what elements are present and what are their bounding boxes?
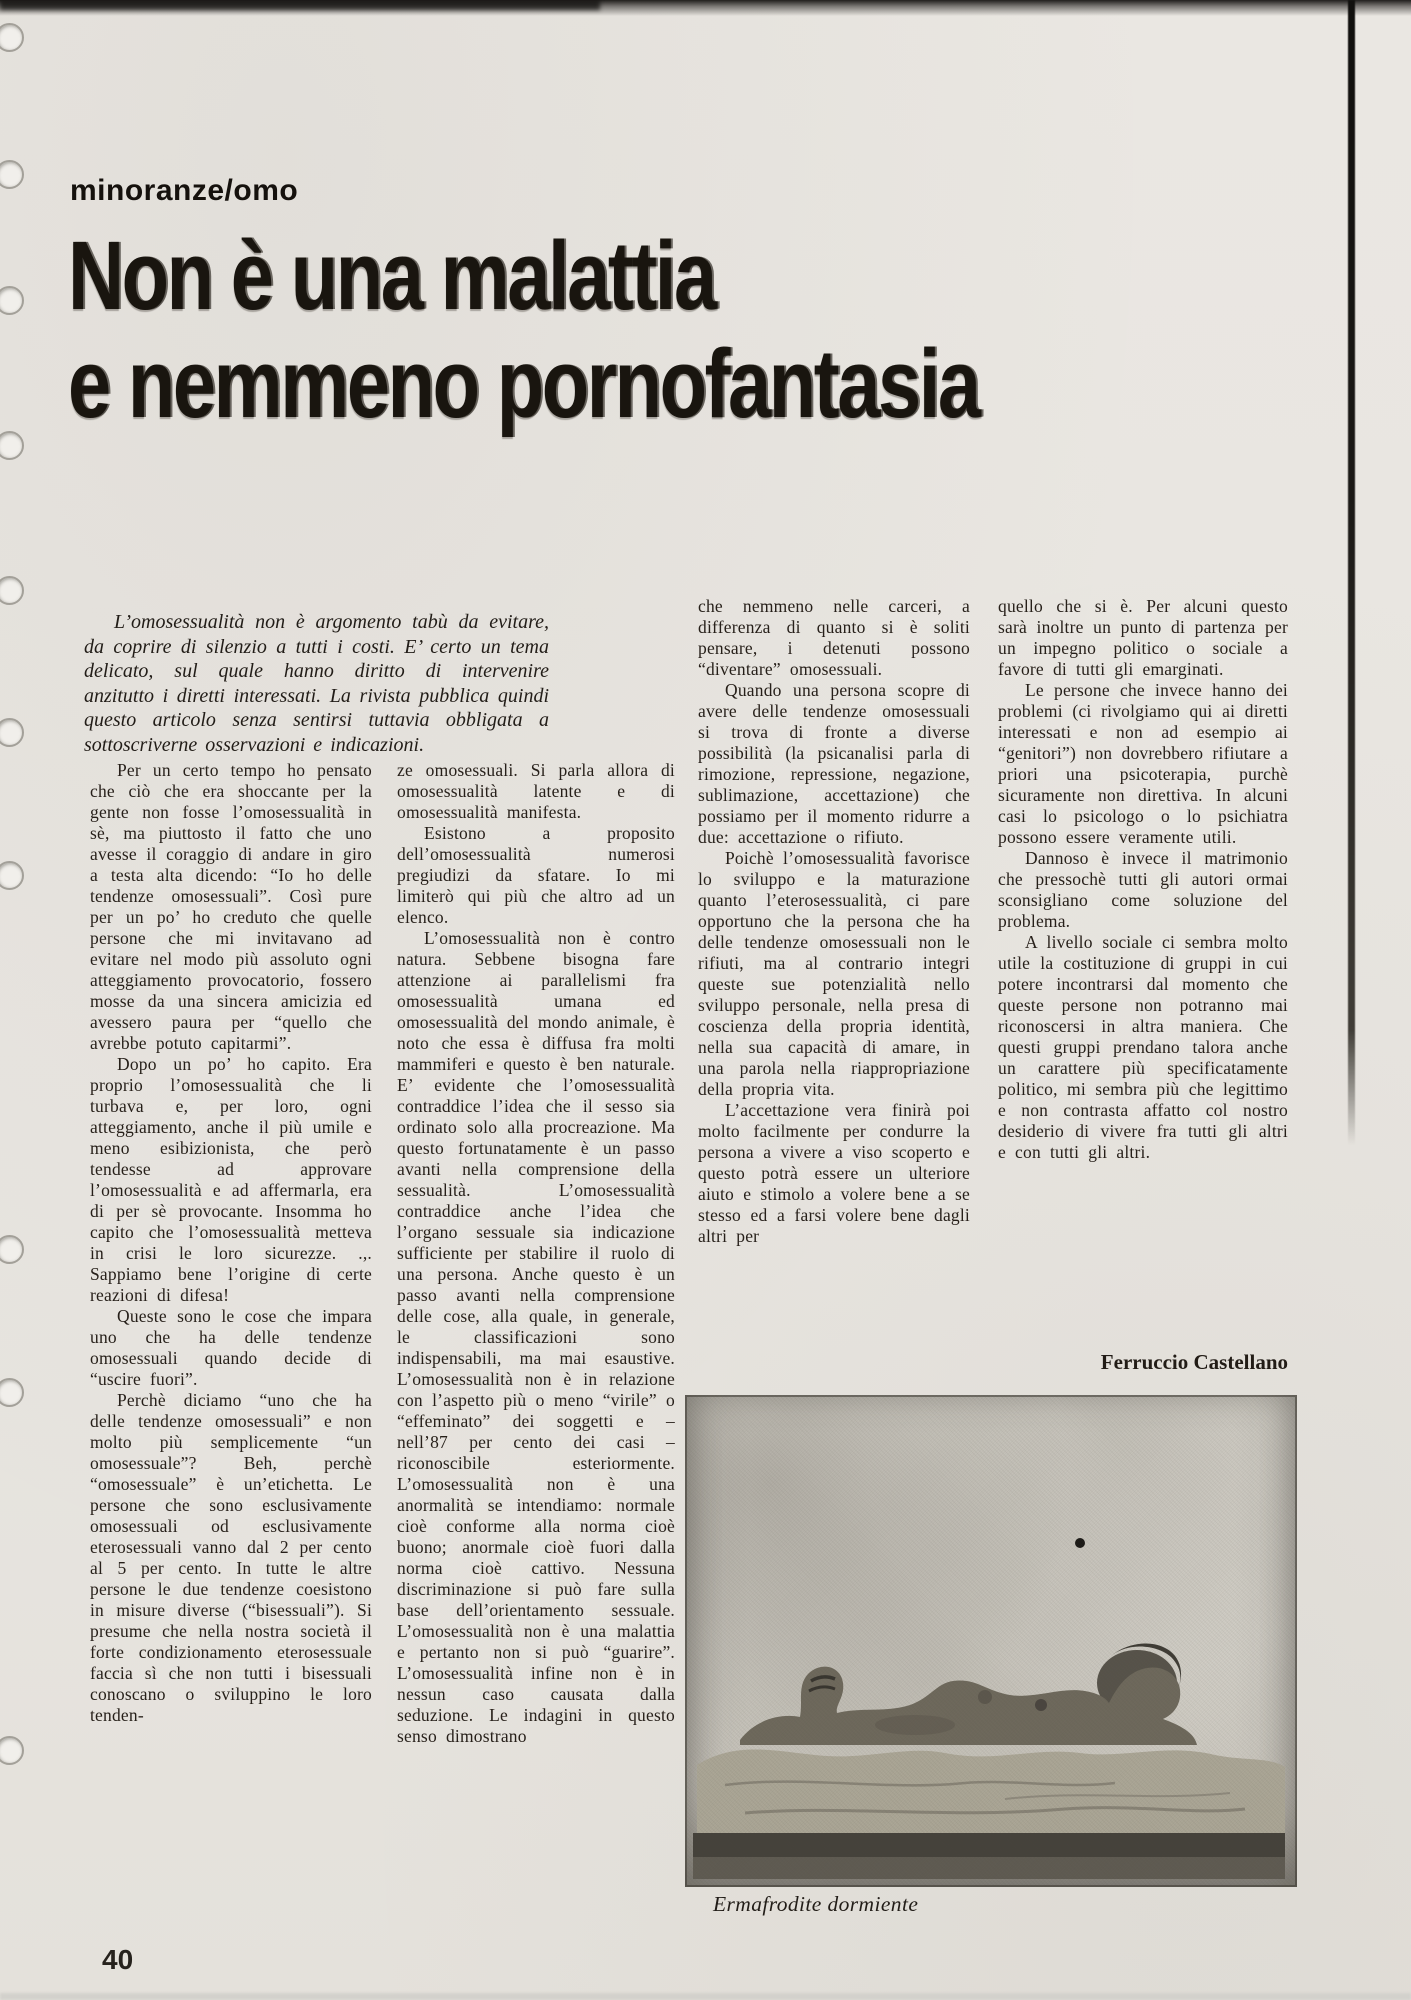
body-paragraph: L’omosessualità non è contro natura. Sebbene bisogna fare attenzione ai parallelismi fra omosessualità umana ed omosessualità del mondo animale, è noto che essa è diffusa fra molti mammiferi e questo è ben naturale. E’ evidente che l’omosessualità contraddice l’idea che il sesso sia ordinato solo alla procreazione. Ma questo fortunatamente è un passo avanti nella comprensione della sessualità. L’omosessualità contraddice anche l’idea che l’organo sessuale sia indicazione sufficiente per stabilire il ruolo di una persona. Anche questo è un passo avanti nella comprensione delle cose, alla quale, in generale, le classificazioni sono indispensabili, ma mai esaustive. L’omosessualità non è in relazione con l’aspetto più o meno “virile” o “effeminato” dei soggetti e – nell’87 per cento dei casi – riconoscibile esteriormente. L’omosessualità non è una anormalità se intendiamo: normale cioè conforme alla norma cioè buono; anormale cioè fuori dalla norma cioè cattivo. Nessuna discriminazione si può fare sulla base dell’orientamento sessuale. L’omosessualità non è una malattia e pertanto non si può “guarire”. L’omosessualità infine non è in nessun caso causata dalla seduzione. Le indagini in questo senso dimostrano — [397, 928, 675, 1746]
sculpture-photo — [685, 1395, 1297, 1887]
binder-hole — [0, 431, 24, 460]
scan-top-band-dark-left — [0, 0, 600, 10]
body-paragraph: Perchè diciamo “uno che ha delle tendenze omosessuali” e non molto più semplicemente “un omosessuale”? Beh, perchè “omosessuale” è un’etichetta. Le persone che sono esclusivamente omosessuali od esclusivamente eterosessuali vanno dal 2 per cento al 5 per cento. In tutte le altre persone le due tendenze coesistono in misure diverse (“bisessuali”). Si presume che nella nostra società il forte condizionamento eterosessuale faccia sì che non tutti i bisessuali conoscano o sviluppino le loro tenden- — [90, 1390, 372, 1725]
body-column-3 — [698, 596, 970, 1396]
body-paragraph: Dannoso è invece il matrimonio che pressochè tutti gli autori ormai sconsigliano come soluzione del problema. — [998, 848, 1288, 931]
body-paragraph: A livello sociale ci sembra molto utile la costituzione di gruppi in cui potere incontrarsi dal momento che queste persone non potranno mai riconoscersi in altra maniera. Che questi gruppi prendano talora anche un carattere più specificatamente politico, mi sembra più che legittimo e non contrasta affatto col nostro desiderio di vivere fra tutti gli altri e con tutti gli altri. — [998, 932, 1288, 1162]
body-paragraph: L’accettazione vera finirà poi molto facilmente per condurre la persona a vivere a viso scoperto e questo potrà essere un ulteriore aiuto e stimolo a volere bene a se stesso ed a farsi volere bene dagli altri per — [698, 1100, 970, 1246]
body-paragraph: Queste sono le cose che impara uno che ha delle tendenze omosessuali quando decide di “uscire fuori”. — [90, 1306, 372, 1389]
body-paragraph: Le persone che invece hanno dei problemi (ci rivolgiamo qui ai diretti interessati e non ad esempio ai “genitori”) non dovrebbero rifiutare a priori una psicoterapia, purchè sicuramente non direttiva. In alcuni casi lo psicologo o lo psichiatra possono essere veramente utili. — [998, 680, 1288, 847]
binder-hole — [0, 23, 24, 52]
body-paragraph: ze omosessuali. Si parla allora di omosessualità latente e di omosessualità manifesta. — [397, 760, 675, 822]
binder-hole — [0, 1736, 24, 1765]
binder-hole — [0, 718, 24, 747]
page-edge-line — [1348, 0, 1355, 1145]
body-paragraph: Esistono a proposito dell’omosessualità numerosi pregiudizi da sfatare. Io mi limiterò qui più che altro ad un elenco. — [397, 823, 675, 927]
scan-bottom-band — [0, 1993, 1411, 2000]
body-paragraph: Dopo un po’ ho capito. Era proprio l’omosessualità che li turbava e, per loro, ogni atteggiamento, anche il più umile e meno esibizionista, che però tendesse ad approvare l’omosessualità e ad affermarla, era di per sè provocante. Insomma ho capito che l’omosessualità metteva in crisi le loro sicurezze. .,. Sappiamo bene l’origine di certe reazioni di difesa! — [90, 1054, 372, 1305]
intro-paragraph: L’omosessualità non è argomento tabù da evitare, da coprire di silenzio a tutti i costi. E’ certo un tema delicato, sul quale hanno diritto di intervenire anzitutto i diretti interessati. La rivista pubblica quindi questo articolo senza sentirsi tuttavia obbligata a sottoscriverne osservazioni e indicazioni. — [84, 611, 549, 756]
section-kicker: minoranze/omo — [70, 174, 299, 207]
author-byline: Ferruccio Castellano — [1100, 1350, 1288, 1374]
body-column-2 — [397, 760, 675, 1915]
photo-caption: Ermafrodite dormiente — [713, 1892, 919, 1916]
article-title-line2: e nemmeno pornofantasia — [68, 329, 979, 438]
article-title-line1: Non è una malattia — [68, 221, 715, 330]
body-paragraph: Poichè l’omosessualità favorisce lo sviluppo e la maturazione quanto l’eterosessualità, ci pare opportuno che la persona che ha delle tendenze omosessuali non le rifiuti, ma al contrario integri queste sue potenzialità nello sviluppo personale, nella presa di coscienza della propria identità, nella sua capacità di amare, in una parola nella riappropriazione della propria vita. — [698, 848, 970, 1099]
binder-hole — [0, 861, 24, 890]
body-paragraph: Per un certo tempo ho pensato che ciò che era shoccante per la gente non fosse l’omosessualità in sè, ma piuttosto il fatto che uno avesse il coraggio di andare in giro a testa alta dicendo: “Io ho delle tendenze omosessuali”. Così pure per un po’ ho creduto che quelle persone che mi invitavano ad evitare nel modo più assoluto ogni atteggiamento provocatorio, fossero mosse da una sincera amicizia ed avessero paura per “quello che avrebbe potuto capitarmi”. — [90, 760, 372, 1053]
body-column-4 — [998, 596, 1288, 1341]
body-paragraph: che nemmeno nelle carceri, a differenza di quanto si è soliti pensare, i detenuti possono “diventare” omosessuali. — [698, 596, 970, 679]
sleeping-hermaphrodite-illustration — [685, 1395, 1297, 1887]
binder-hole — [0, 286, 24, 315]
binder-hole — [0, 1235, 24, 1264]
body-paragraph: Quando una persona scopre di avere delle tendenze omosessuali si trova di fronte a diverse possibilità (la psicanalisi parla di rimozione, repressione, negazione, sublimazione, accettazione) che possiamo per il momento ridurre a due: accettazione o rifiuto. — [698, 680, 970, 847]
binder-hole — [0, 576, 24, 605]
body-paragraph: quello che si è. Per alcuni questo sarà inoltre un punto di partenza per un impegno politico o sociale a favore di tutti gli emarginati. — [998, 596, 1288, 679]
page-number: 40 — [102, 1944, 134, 1975]
body-column-1 — [90, 760, 372, 1925]
scan-speck — [1075, 1538, 1085, 1548]
binder-hole — [0, 1378, 24, 1407]
binder-hole — [0, 160, 24, 189]
